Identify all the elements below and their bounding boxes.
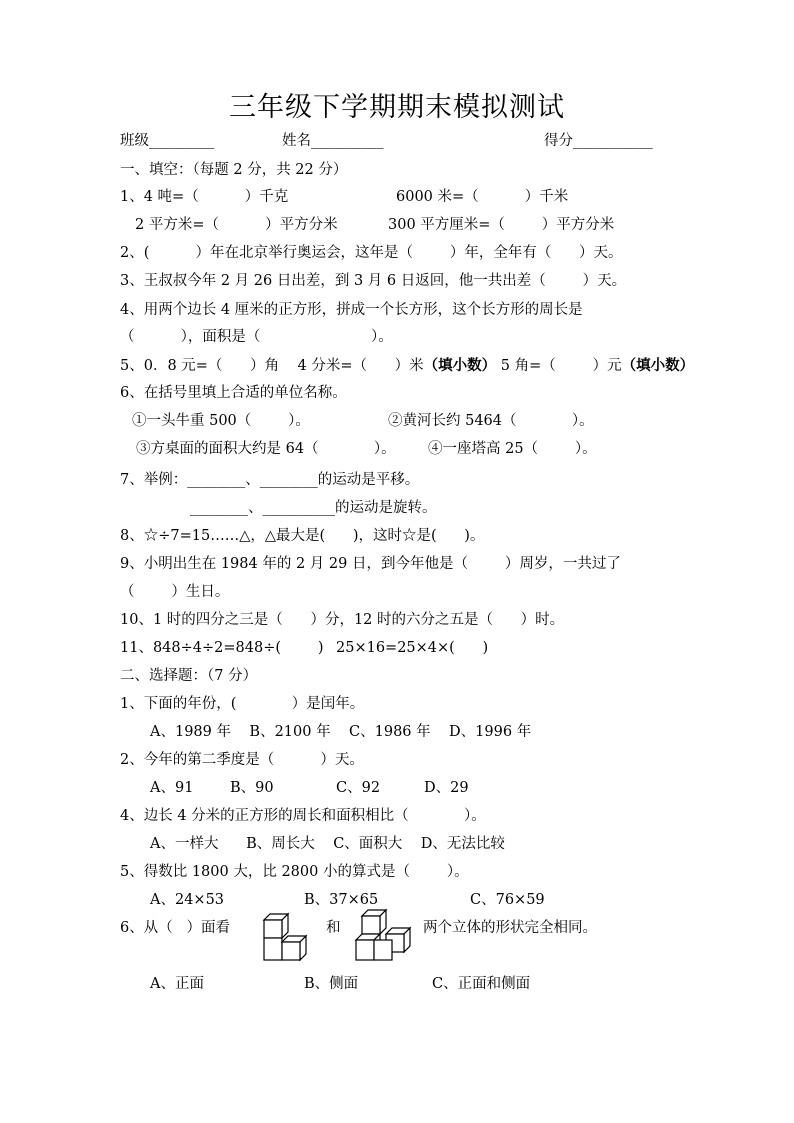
q4-rectangle: 4、用两个边长 4 厘米的正方形，拼成一个长方形，这个长方形的周长是 <box>120 302 583 318</box>
q5-conversions <box>120 357 694 375</box>
mc-q5-option-b: B、37×65 <box>304 892 379 908</box>
q6-table: ③方桌面的面积大约是 64（ ）。 <box>136 441 396 457</box>
mc-q6-option-c: C、正面和侧面 <box>432 976 531 992</box>
mc-q6-suffix: 两个立体的形状完全相同。 <box>423 920 597 936</box>
page-title: 三年级下学期期末模拟测试 <box>229 92 565 123</box>
mc-q4-options: A、一样大 B、周长大 C、面积大 D、无法比较 <box>150 836 505 852</box>
score-field[interactable]: 得分___________ <box>544 133 653 149</box>
q5-part-a: 5、0．8 元=（ ）角 4 分米=（ ）米 <box>120 358 424 374</box>
q5-hint-b: （填小数） <box>621 357 695 374</box>
q6-cow: ①一头牛重 500（ ）。 <box>132 413 310 429</box>
q7-translation: 7、举例：________、________的运动是平移。 <box>120 472 420 488</box>
mc-q2-option-d: D、29 <box>424 780 469 796</box>
mc-q2-option-c: C、92 <box>336 780 381 796</box>
q5-hint-a: （填小数） <box>423 357 497 374</box>
name-field[interactable]: 姓名__________ <box>282 133 384 149</box>
mc-q1: 1、下面的年份，( ）是闰年。 <box>120 696 365 712</box>
q1-square-meters: 2 平方米=（ ）平方分米 <box>135 217 338 233</box>
section-2-heading: 二、选择题：（7 分） <box>120 668 258 684</box>
q6-tower: ④一座塔高 25（ ）。 <box>428 441 597 457</box>
mc-q6-option-b: B、侧面 <box>304 976 359 992</box>
mc-q2-option-b: B、90 <box>230 780 274 796</box>
q11-division: 11、848÷4÷2=848÷( ) <box>120 640 324 656</box>
cube-figure-2 <box>348 906 414 966</box>
q7-rotation: ________、__________的运动是旋转。 <box>190 500 437 516</box>
q6-river: ②黄河长约 5464（ ）。 <box>388 413 594 429</box>
q8-division: 8、☆÷7=15……△，△最大是( )，这时☆是( )。 <box>120 528 485 544</box>
cube-figure-1 <box>258 910 318 964</box>
q3-trip: 3、王叔叔今年 2 月 26 日出差，到 3 月 6 日返回，他一共出差（ ）天。 <box>120 273 627 289</box>
q6-units: 6、在括号里填上合适的单位名称。 <box>120 385 347 401</box>
mc-q2-option-a: A、91 <box>150 780 194 796</box>
q1-meters: 6000 米=（ ）千米 <box>396 189 569 205</box>
mc-q4: 4、边长 4 分米的正方形的周长和面积相比（ ）。 <box>120 808 486 824</box>
mc-q2: 2、今年的第二季度是（ ）天。 <box>120 752 364 768</box>
q1-square-cm: 300 平方厘米=（ ）平方分米 <box>388 217 615 233</box>
mc-q1-options: A、1989 年 B、2100 年 C、1986 年 D、1996 年 <box>150 724 532 740</box>
q9-birthday: 9、小明出生在 1984 年的 2 月 29 日，到今年他是（ ）周岁，一共过了 <box>120 556 621 572</box>
mc-q6-prefix: 6、从（ ）面看 <box>120 920 231 936</box>
q5-part-c: 5 角=（ ）元 <box>496 358 622 374</box>
q11-multiplication: 25×16=25×4×( ) <box>336 640 489 656</box>
q9-answer: （ ）生日。 <box>120 584 230 600</box>
mc-q6-option-a: A、正面 <box>150 976 204 992</box>
mc-q5: 5、得数比 1800 大，比 2800 小的算式是（ ）。 <box>120 864 469 880</box>
mc-q5-option-c: C、76×59 <box>470 892 545 908</box>
mc-q5-option-a: A、24×53 <box>150 892 225 908</box>
q10-fractions: 10、1 时的四分之三是（ ）分，12 时的六分之五是（ ）时。 <box>120 612 565 628</box>
q4-answers: （ ），面积是（ ）。 <box>120 329 393 345</box>
q1-tons: 1、4 吨=（ ）千克 <box>120 189 289 205</box>
q2-olympics: 2、( ）年在北京举行奥运会，这年是（ ）年，全年有（ ）天。 <box>120 245 623 261</box>
class-field[interactable]: 班级_________ <box>120 133 215 149</box>
mc-q6-and: 和 <box>326 920 341 936</box>
section-1-heading: 一、填空：（每题 2 分，共 22 分） <box>120 162 348 178</box>
